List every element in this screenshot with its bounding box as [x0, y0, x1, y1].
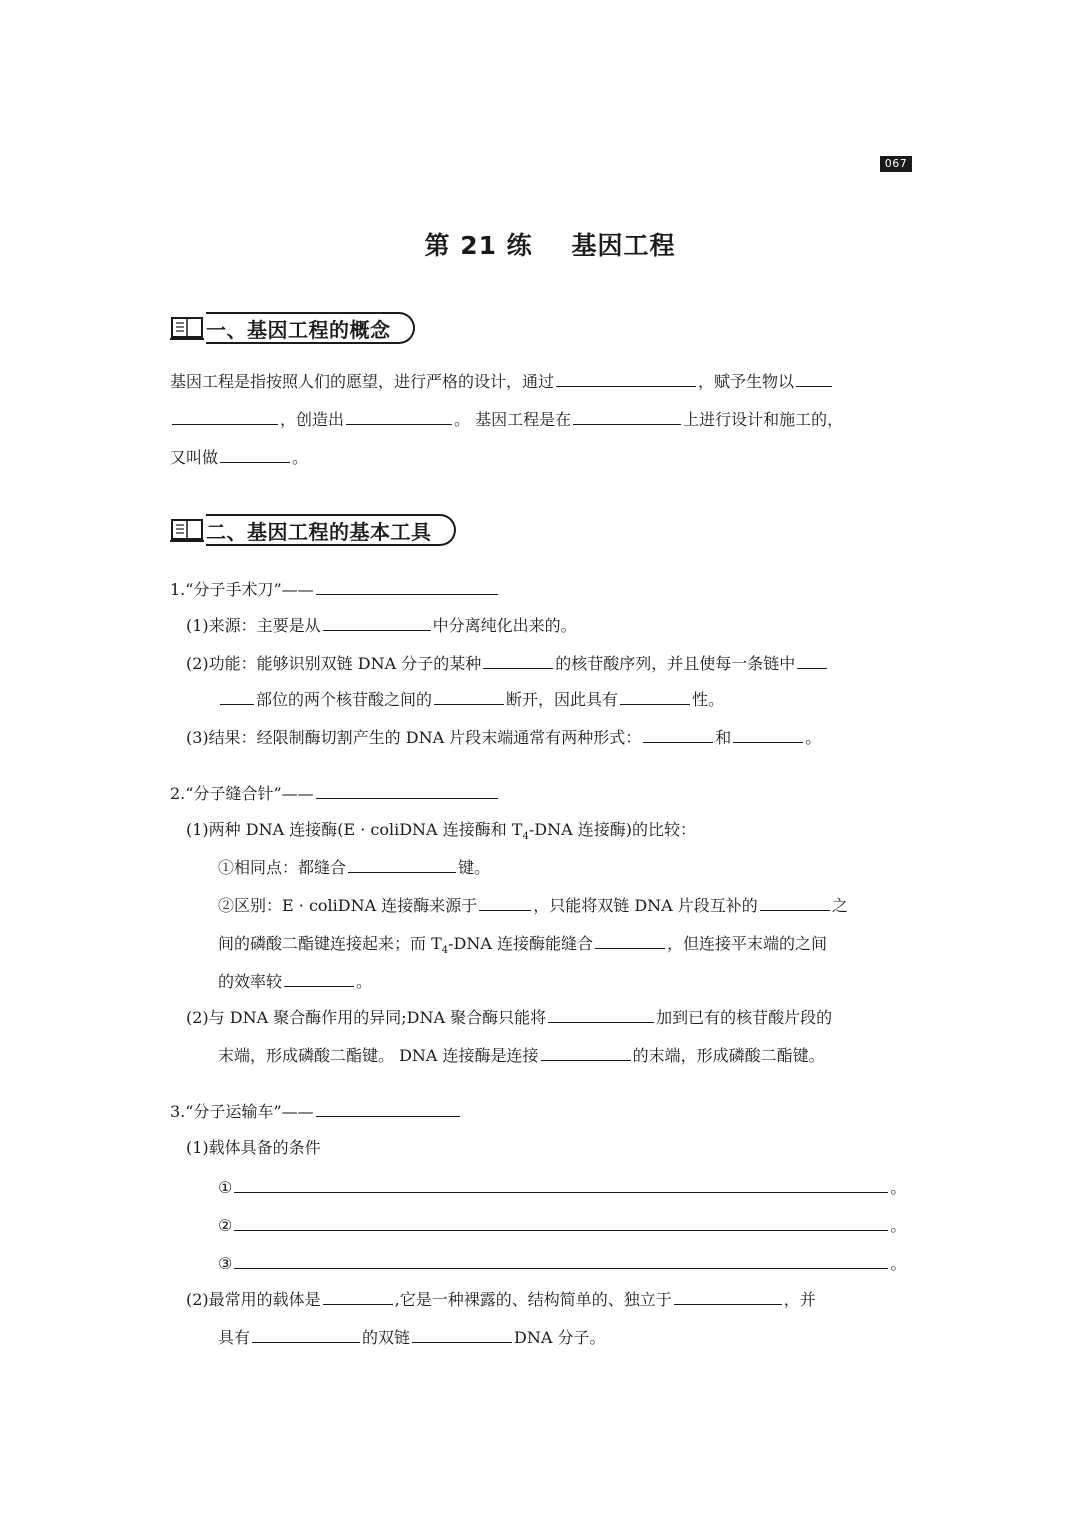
blank[interactable] — [479, 892, 531, 911]
q3-condition-2 — [218, 1212, 906, 1238]
text: 性。 — [692, 690, 725, 709]
q2-sub-2-cont — [218, 1042, 825, 1068]
blank[interactable] — [284, 968, 354, 987]
q3-condition-1 — [218, 1174, 906, 1200]
text: 。 — [890, 1216, 907, 1235]
text: ，并 — [783, 1290, 816, 1309]
blank[interactable] — [412, 1324, 512, 1343]
text: 加到已有的核苷酸片段的 — [656, 1008, 833, 1027]
text: 又叫做 — [170, 448, 219, 467]
text: (1)两种 DNA 连接酶(E · coliDNA 连接酶和 T — [186, 820, 523, 839]
text: 之 — [831, 896, 848, 915]
text: ，只能将双链 DNA 片段互补的 — [533, 896, 758, 915]
text: (2)功能：能够识别双链 DNA 分子的某种 — [186, 654, 482, 673]
page-title: 第 21 练 基因工程 — [424, 231, 676, 260]
text: 中分离纯化出来的。 — [432, 616, 577, 635]
text: 和 — [715, 728, 732, 747]
text: (1)载体具备的条件 — [186, 1138, 321, 1157]
q2-heading — [170, 780, 500, 806]
text: (1)来源：主要是从 — [186, 616, 321, 635]
book-icon — [170, 315, 204, 341]
q3-condition-3 — [218, 1250, 906, 1276]
section-header-tools — [170, 514, 456, 546]
text: 。 — [890, 1178, 907, 1197]
text: ② — [218, 1216, 233, 1235]
text: ③ — [218, 1254, 233, 1273]
q2-compare-2-cont — [218, 930, 827, 963]
page-number: 067 — [880, 156, 912, 172]
q2-compare-2-end — [218, 968, 372, 994]
blank[interactable] — [483, 650, 553, 669]
text: (2)与 DNA 聚合酶作用的异同;DNA 聚合酶只能将 — [186, 1008, 547, 1027]
q1-sub-3 — [186, 724, 821, 750]
subscript: 4 — [522, 831, 529, 843]
blank[interactable] — [573, 406, 681, 425]
blank[interactable] — [620, 686, 690, 705]
text: DNA 分子。 — [514, 1328, 606, 1347]
text: 间的磷酸二酯键连接起来；而 T — [218, 934, 442, 953]
blank[interactable] — [234, 1250, 888, 1269]
text: 具有 — [218, 1328, 251, 1347]
blank[interactable] — [556, 368, 696, 387]
text: 基因工程是指按照人们的愿望，进行严格的设计，通过 — [170, 372, 555, 391]
blank[interactable] — [316, 780, 498, 799]
concept-line-1 — [170, 368, 834, 394]
q1-sub-1 — [186, 612, 577, 638]
blank[interactable] — [348, 854, 456, 873]
text: 末端，形成磷酸二酯键。 DNA 连接酶是连接 — [218, 1046, 539, 1065]
text: 部位的两个核苷酸之间的 — [256, 690, 433, 709]
text: ，但连接平末端的之间 — [667, 934, 828, 953]
q1-heading — [170, 576, 500, 602]
blank[interactable] — [434, 686, 504, 705]
blank[interactable] — [674, 1286, 782, 1305]
blank[interactable] — [323, 612, 431, 631]
text: ②区别：E · coliDNA 连接酶来源于 — [218, 896, 478, 915]
subscript: 4 — [441, 945, 449, 957]
text: ，赋予生物以 — [698, 372, 795, 391]
text: 。 — [356, 972, 373, 991]
text: 。 — [292, 448, 309, 467]
text: 键。 — [458, 858, 491, 877]
blank[interactable] — [252, 1324, 360, 1343]
blank[interactable] — [234, 1174, 888, 1193]
q1-sub-2 — [186, 650, 829, 676]
section-header-concept — [170, 312, 415, 344]
blank[interactable] — [733, 724, 803, 743]
text: 上进行设计和施工的， — [683, 410, 844, 429]
text: ① — [218, 1178, 233, 1197]
text: 的效率较 — [218, 972, 283, 991]
blank[interactable] — [796, 368, 832, 387]
q2-sub-1 — [186, 818, 696, 849]
blank[interactable] — [323, 1286, 393, 1305]
blank[interactable] — [172, 406, 278, 425]
text: 的末端，形成磷酸二酯键。 — [632, 1046, 825, 1065]
text: ①相同点：都缝合 — [218, 858, 347, 877]
blank[interactable] — [220, 444, 290, 463]
q2-sub-2 — [186, 1004, 832, 1030]
text: -DNA 连接酶能缝合 — [448, 934, 594, 953]
blank[interactable] — [548, 1004, 654, 1023]
blank[interactable] — [643, 724, 713, 743]
q3-heading — [170, 1098, 462, 1124]
q3-sub-2-cont — [218, 1324, 606, 1350]
text: (3)结果：经限制酶切割产生的 DNA 片段末端通常有两种形式： — [186, 728, 642, 747]
q3-sub-1 — [186, 1136, 321, 1160]
text: 3.“分子运输车”—— — [170, 1102, 314, 1121]
text: ,它是一种裸露的、结构简单的、独立于 — [394, 1290, 672, 1309]
text: (2)最常用的载体是 — [186, 1290, 321, 1309]
q3-sub-2 — [186, 1286, 816, 1312]
text: 1.“分子手术刀”—— — [170, 580, 314, 599]
text: 断开，因此具有 — [506, 690, 619, 709]
concept-line-3 — [170, 444, 308, 470]
section-label: 二、基因工程的基本工具 — [206, 514, 456, 546]
text: 。 — [805, 728, 822, 747]
q1-sub-2-cont — [218, 686, 724, 712]
text: -DNA 连接酶)的比较： — [528, 820, 696, 839]
section-label: 一、基因工程的概念 — [206, 312, 415, 344]
book-icon — [170, 517, 204, 543]
q2-compare-2 — [218, 892, 848, 918]
blank[interactable] — [234, 1212, 888, 1231]
text: 。 — [890, 1254, 907, 1273]
blank[interactable] — [541, 1042, 631, 1061]
blank[interactable] — [316, 1098, 460, 1117]
q2-compare-1 — [218, 854, 490, 880]
blank[interactable] — [220, 686, 254, 705]
blank[interactable] — [316, 576, 498, 595]
blank[interactable] — [760, 892, 830, 911]
blank[interactable] — [797, 650, 827, 669]
text: 的双链 — [362, 1328, 411, 1347]
text: 。 基因工程是在 — [454, 410, 572, 429]
concept-line-2 — [170, 406, 843, 432]
text: 2.“分子缝合针”—— — [170, 784, 314, 803]
blank[interactable] — [346, 406, 452, 425]
blank[interactable] — [595, 930, 665, 949]
text: 的核苷酸序列，并且使每一条链中 — [555, 654, 796, 673]
text: ，创造出 — [280, 410, 345, 429]
